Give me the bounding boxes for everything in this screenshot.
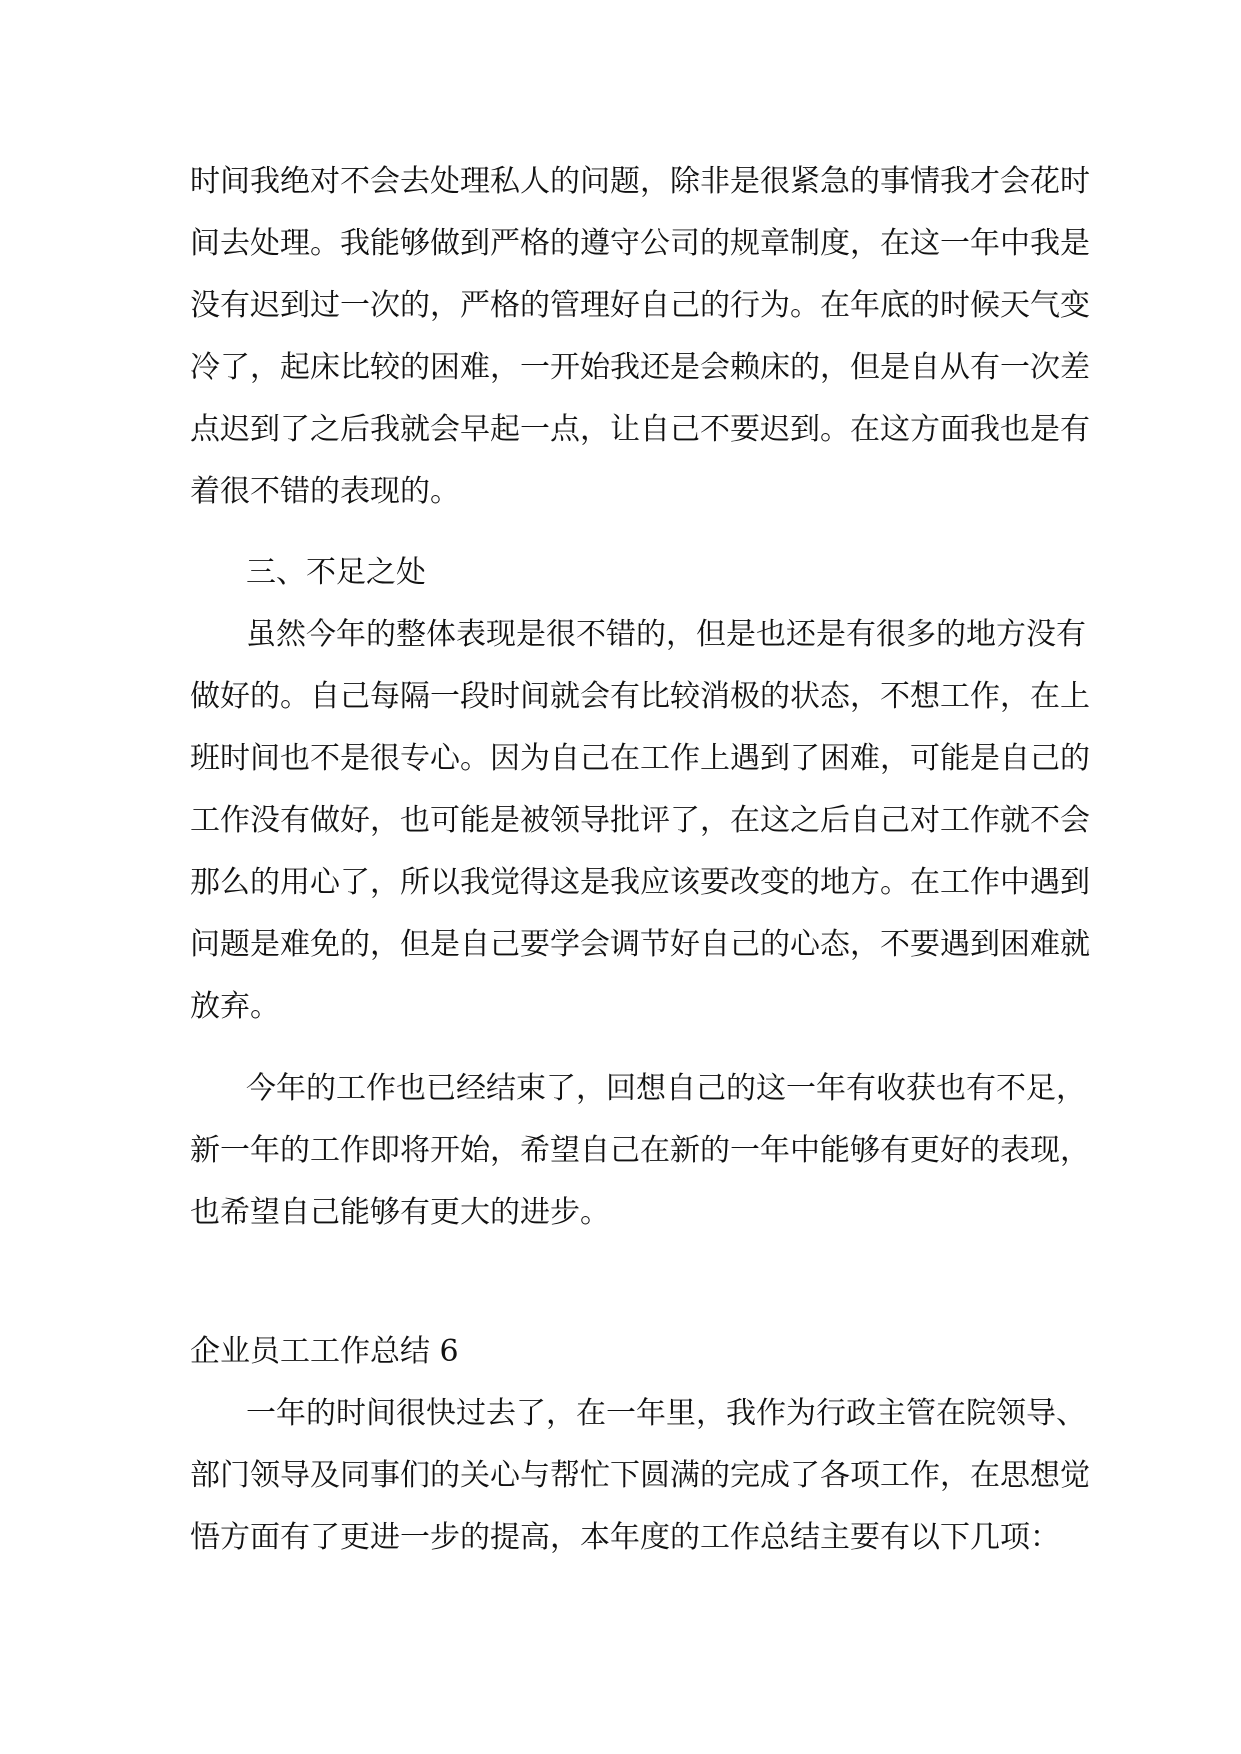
paragraph-line: 一年的时间很快过去了，在一年里，我作为行政主管在院领导、 bbox=[246, 1396, 1086, 1431]
paragraph-line: 虽然今年的整体表现是很不错的，但是也还是有很多的地方没有 bbox=[246, 617, 1086, 652]
paragraph-line: 今年的工作也已经结束了，回想自己的这一年有收获也有不足， bbox=[246, 1071, 1086, 1106]
paragraph-line: 时间我绝对不会去处理私人的问题，除非是很紧急的事情我才会花时 bbox=[190, 164, 1090, 199]
paragraph-line: 部门领导及同事们的关心与帮忙下圆满的完成了各项工作，在思想觉 bbox=[190, 1458, 1090, 1493]
paragraph-line: 悟方面有了更进一步的提高，本年度的工作总结主要有以下几项： bbox=[190, 1520, 1060, 1555]
paragraph-line: 工作没有做好，也可能是被领导批评了，在这之后自己对工作就不会 bbox=[190, 803, 1090, 838]
section-title: 企业员工工作总结 6 bbox=[190, 1334, 459, 1369]
paragraph-line: 点迟到了之后我就会早起一点，让自己不要迟到。在这方面我也是有 bbox=[190, 412, 1090, 447]
section-heading: 三、不足之处 bbox=[246, 555, 426, 590]
paragraph-line: 那么的用心了，所以我觉得这是我应该要改变的地方。在工作中遇到 bbox=[190, 865, 1090, 900]
paragraph-line: 问题是难免的，但是自己要学会调节好自己的心态，不要遇到困难就 bbox=[190, 927, 1090, 962]
paragraph-line: 冷了，起床比较的困难，一开始我还是会赖床的，但是自从有一次差 bbox=[190, 350, 1090, 385]
paragraph-line: 放弃。 bbox=[190, 989, 280, 1024]
paragraph-line: 没有迟到过一次的，严格的管理好自己的行为。在年底的时候天气变 bbox=[190, 288, 1090, 323]
paragraph-line: 做好的。自己每隔一段时间就会有比较消极的状态，不想工作，在上 bbox=[190, 679, 1090, 714]
paragraph-line: 班时间也不是很专心。因为自己在工作上遇到了困难，可能是自己的 bbox=[190, 741, 1090, 776]
paragraph-line: 间去处理。我能够做到严格的遵守公司的规章制度，在这一年中我是 bbox=[190, 226, 1090, 261]
paragraph-line: 着很不错的表现的。 bbox=[190, 474, 460, 509]
paragraph-line: 新一年的工作即将开始，希望自己在新的一年中能够有更好的表现， bbox=[190, 1133, 1090, 1168]
paragraph-line: 也希望自己能够有更大的进步。 bbox=[190, 1195, 610, 1230]
